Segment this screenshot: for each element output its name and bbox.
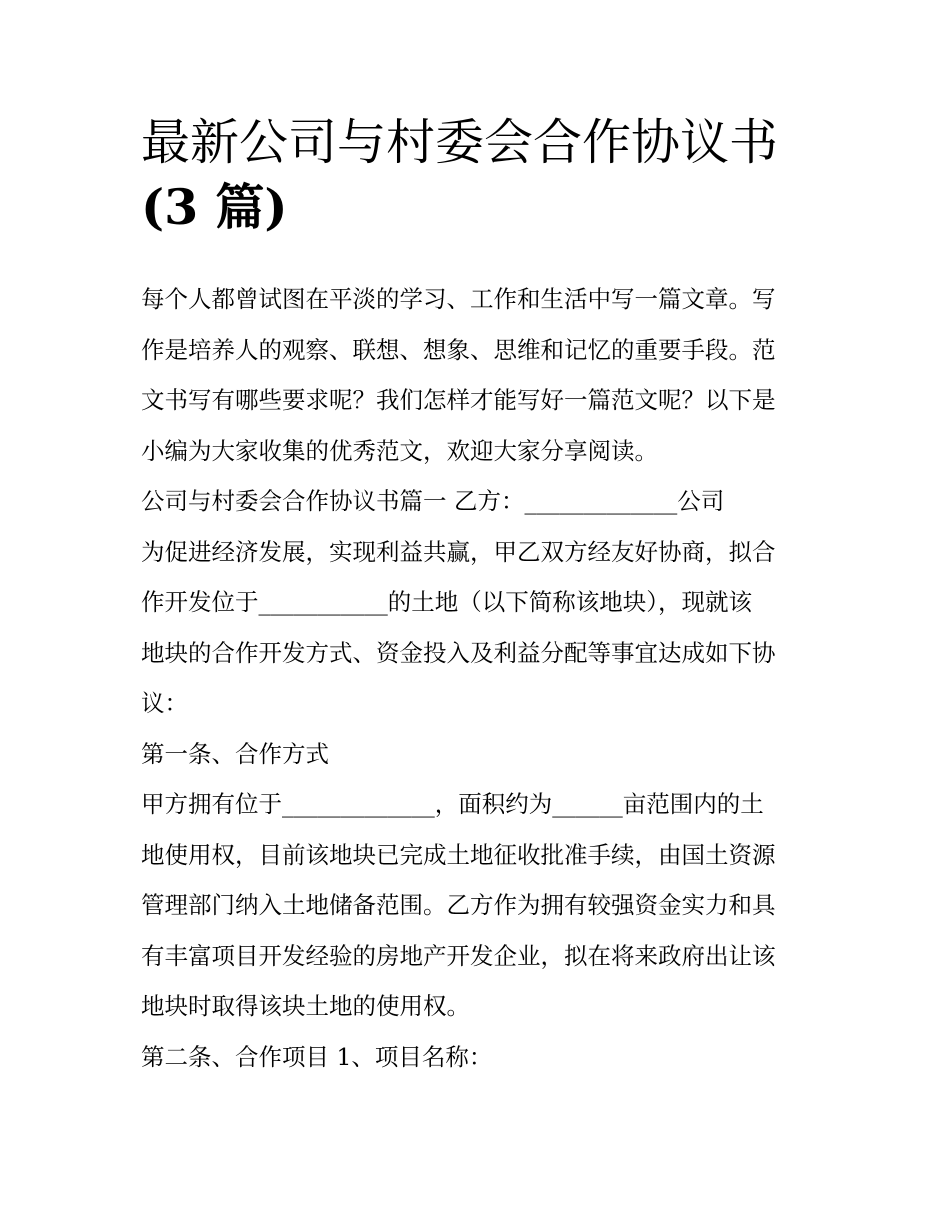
article-2-heading xyxy=(141,1032,821,1083)
text-line: 有丰富项目开发经验的房地产开发企业，拟在将来政府出让该 xyxy=(141,941,776,970)
text-line: 第一条、合作方式 xyxy=(141,739,329,768)
text-line: 每个人都曾试图在平淡的学习、工作和生活中写一篇文章。写 xyxy=(141,285,776,313)
purpose-paragraph xyxy=(141,527,821,729)
text-line: 地块时取得该块土地的使用权。 xyxy=(141,992,470,1020)
document-body xyxy=(141,274,821,1082)
article-1-heading xyxy=(141,729,821,780)
text-line: 作开发位于___________的土地（以下简称该地块），现就该 xyxy=(141,588,752,616)
text-line: 作是培养人的观察、联想、想象、思维和记忆的重要手段。范 xyxy=(141,335,776,364)
text-line: 文书写有哪些要求呢？我们怎样才能写好一篇范文呢？以下是 xyxy=(141,386,776,414)
text-line: 第二条、合作项目 1、项目名称： xyxy=(141,1042,493,1071)
text-line: 为促进经济发展，实现利益共赢，甲乙双方经友好协商，拟合 xyxy=(141,537,776,566)
text-line: 地使用权，目前该地块已完成土地征收批准手续，由国土资源 xyxy=(141,840,776,869)
article-1-paragraph xyxy=(141,779,821,1032)
document-title xyxy=(141,112,821,240)
text-line: 地块的合作开发方式、资金投入及利益分配等事宜达成如下协 xyxy=(141,638,776,667)
text-line: 管理部门纳入土地储备范围。乙方作为拥有较强资金实力和具 xyxy=(141,891,776,919)
text-line: 公司与村委会合作协议书篇一 乙方：_____________公司 xyxy=(141,487,725,515)
document-page xyxy=(141,112,821,1082)
text-line: 议： xyxy=(141,689,188,717)
section-heading xyxy=(141,476,821,527)
text-line: 甲方拥有位于_____________，面积约为______亩范围内的土 xyxy=(141,790,764,818)
title-line-1: 最新公司与村委会合作协议书 xyxy=(141,114,779,171)
title-line-2: (3 篇) xyxy=(141,178,288,236)
intro-paragraph xyxy=(141,274,821,476)
text-line: 小编为大家收集的优秀范文，欢迎大家分享阅读。 xyxy=(141,436,658,465)
